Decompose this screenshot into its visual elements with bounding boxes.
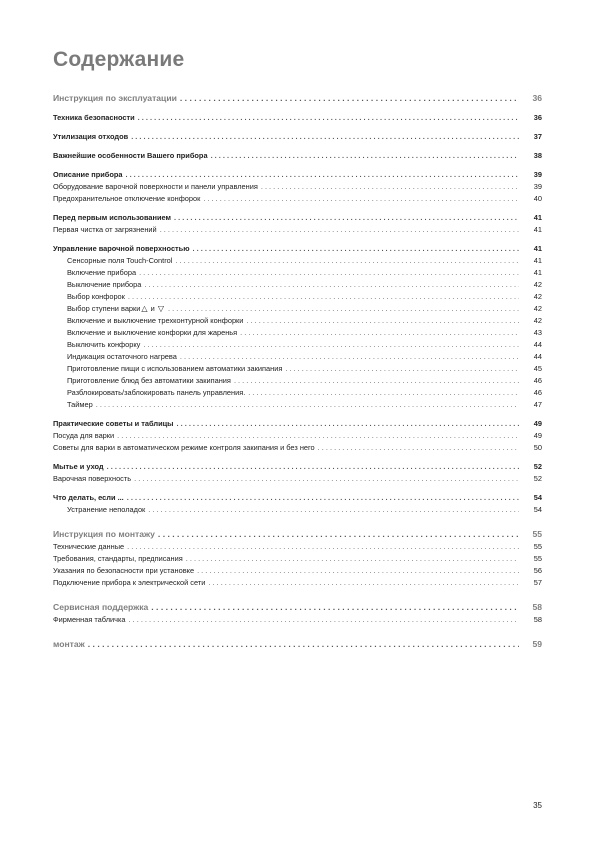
toc-entry[interactable] [53,430,542,442]
toc-entry-label [53,430,114,442]
toc-entry-label [53,224,157,236]
page-title: Содержание [53,48,185,71]
toc-entry[interactable] [53,418,542,430]
dot-leader [186,553,519,565]
toc-entry-text: Инструкция по эксплуатации [53,93,177,103]
toc-entry[interactable] [53,461,542,473]
dot-leader [318,442,519,454]
dot-leader [125,169,519,181]
toc-entry-label [53,291,125,303]
toc-page-number: 39 [533,170,542,179]
toc-entry-label [53,565,194,577]
dot-leader [131,131,519,143]
dot-leader [240,327,519,339]
toc-page-number: 52 [533,474,542,483]
toc-entry-label [53,387,245,399]
toc-section-entry[interactable] [53,600,542,614]
toc-entry-text: Первая чистка от загрязнений [53,225,157,234]
toc-entry-text: Предохранительное отключение конфорок [53,194,201,203]
toc-entry-label [53,339,140,351]
toc-page-number: 52 [533,462,542,471]
toc-entry-label [53,351,177,363]
toc-page-number: 38 [533,151,542,160]
dot-leader [175,255,519,267]
toc-page-number: 41 [533,268,542,277]
dot-leader [261,181,519,193]
toc-page-number: 59 [532,639,542,649]
toc-entry-label [53,112,135,124]
toc-entry[interactable] [53,614,542,626]
toc-entry-label [53,541,124,553]
toc-entry[interactable] [53,363,542,375]
toc-entry[interactable] [53,279,542,291]
toc-entry-text: Технические данные [53,542,125,551]
toc-page-number: 41 [533,244,542,253]
toc-entry-text: монтаж [53,639,85,649]
dot-leader [151,600,519,614]
toc-entry[interactable] [53,181,542,193]
toc-page-number: 57 [533,578,542,587]
toc-entry[interactable] [53,492,542,504]
toc-section-entry[interactable] [53,91,542,105]
toc-entry-label [53,637,85,651]
toc-entry-text: Варочная поверхность [53,474,132,483]
dot-leader [148,504,519,516]
toc-page-number: 36 [533,113,542,122]
toc-entry[interactable] [53,399,542,411]
toc-entry-text: Советы для варки в автоматическом режиме контроля закипания и без него [53,443,315,452]
toc-entry-label [53,243,190,255]
toc-entry[interactable] [53,473,542,485]
dot-leader [144,279,519,291]
toc-entry-text: Оборудование варочной поверхности и панели управления [53,182,258,191]
toc-entry-text: Выбор ступени варки [67,304,141,313]
toc-entry[interactable] [53,327,542,339]
toc-entry-text: Выбор конфорок [67,292,125,301]
toc-page-number: 43 [533,328,542,337]
toc-entry-label [53,600,148,614]
toc-entry-text: Таймер [67,400,93,409]
dot-leader [138,112,519,124]
toc-entry-text: Утилизация отходов [53,132,129,141]
toc-entry-text: Инструкция по монтажу [53,529,155,539]
toc-entry[interactable] [53,553,542,565]
toc-entry-label [53,181,258,193]
toc-entry[interactable] [53,339,542,351]
toc-entry[interactable] [53,577,542,589]
toc-entry-text: Практические советы и таблицы [53,419,174,428]
dot-leader [128,291,519,303]
toc-entry-text: Перед первым использованием [53,213,171,222]
dot-leader [117,430,519,442]
toc-entry[interactable] [53,267,542,279]
toc-page-number: 41 [533,256,542,265]
toc-entry-label [53,315,243,327]
toc-entry-label [53,363,282,375]
dot-leader [174,212,519,224]
dot-leader [211,150,519,162]
toc-entry-label [53,212,171,224]
toc-entry-text: Мытье и уход [53,462,104,471]
toc-entry-text: Устранение неполадок [67,505,146,514]
toc-entry[interactable] [53,291,542,303]
toc-entry-text: Включение и выключение конфорки для жаренья [67,328,238,337]
toc-entry-text: Выключить конфорку [67,340,141,349]
toc-page-number: 40 [533,194,542,203]
toc-entry-text-suffix: и [148,304,157,313]
toc-entry-label [53,442,315,454]
toc-entry-text: Разблокировать/заблокировать панель управления. [67,388,246,397]
toc-entry-label [53,255,172,267]
toc-entry[interactable] [53,212,542,224]
toc-entry[interactable] [53,315,542,327]
toc-page-number: 54 [533,493,542,502]
toc-page-number: 44 [533,340,542,349]
toc-entry[interactable] [53,193,542,205]
toc-entry-label [53,504,145,516]
toc-page-number: 46 [533,388,542,397]
dot-leader [158,527,519,541]
toc-entry-label [53,279,141,291]
toc-page-number: 58 [533,615,542,624]
dot-leader [285,363,519,375]
toc-entry-label [53,614,126,626]
toc-entry[interactable] [53,255,542,267]
toc-entry-text: Что делать, если ... [53,493,124,502]
toc-entry-label [53,150,208,162]
toc-entry[interactable] [53,303,542,315]
toc-entry-label [53,327,237,339]
toc-entry-text: Посуда для варки [53,431,115,440]
toc-page-number: 42 [533,292,542,301]
toc-entry-label [53,169,122,181]
toc-entry-label [53,399,93,411]
dot-leader [180,91,519,105]
toc-page-number: 58 [532,602,542,612]
toc-entry-label [53,577,205,589]
toc-entry[interactable] [53,224,542,236]
plus-triangle-icon: △ [141,304,148,313]
toc-entry[interactable] [53,387,542,399]
toc-entry-text: Управление варочной поверхностью [53,244,190,253]
dot-leader [180,351,519,363]
dot-leader [193,243,519,255]
page-number: 35 [533,801,542,810]
dot-leader [143,339,519,351]
dot-leader [96,399,519,411]
toc-entry-text: Включение прибора [67,268,137,277]
toc-section-entry[interactable] [53,527,542,541]
toc-entry-label [53,91,177,105]
dot-leader [129,614,520,626]
dot-leader [88,637,519,651]
toc-page-number: 44 [533,352,542,361]
toc-entry-label [53,492,124,504]
toc-page-number: 41 [533,213,542,222]
dot-leader [197,565,519,577]
table-of-contents [53,91,542,651]
toc-page-number: 49 [533,431,542,440]
dot-leader [127,541,519,553]
toc-page-number: 45 [533,364,542,373]
toc-page-number: 49 [533,419,542,428]
toc-entry[interactable] [53,112,542,124]
toc-page-number: 55 [532,529,542,539]
toc-page-number: 42 [533,280,542,289]
toc-entry-label [53,267,136,279]
dot-leader [139,267,519,279]
toc-entry[interactable] [53,243,542,255]
toc-page-number: 55 [533,542,542,551]
toc-page-number: 41 [533,225,542,234]
toc-entry-text: Подключение прибора к электрической сети [53,578,206,587]
toc-entry-label [53,375,231,387]
dot-leader [234,375,519,387]
dot-leader [246,315,519,327]
toc-entry-text: Указания по безопасности при установке [53,566,195,575]
dot-leader [203,193,519,205]
dot-leader [107,461,519,473]
toc-section-entry[interactable] [53,637,542,651]
toc-entry[interactable] [53,150,542,162]
toc-page-number: 42 [533,304,542,313]
toc-entry-label [53,303,165,315]
toc-entry[interactable] [53,131,542,143]
dot-leader [248,387,519,399]
toc-page-number: 56 [533,566,542,575]
toc-entry[interactable] [53,541,542,553]
toc-entry-text: Приготовление пищи с использованием автоматики закипания [67,364,283,373]
toc-entry-label [53,553,183,565]
toc-page-number: 50 [533,443,542,452]
toc-page-number: 54 [533,505,542,514]
toc-entry-label [53,473,131,485]
minus-triangle-icon: ▽ [157,304,164,313]
toc-entry-text: Включение и выключение трехконтурной конфорки [67,316,244,325]
toc-entry-text: Техника безопасности [53,113,135,122]
toc-entry-text: Сенсорные поля Touch-Control [67,256,173,265]
toc-page-number: 36 [532,93,542,103]
toc-entry[interactable] [53,442,542,454]
toc-entry[interactable] [53,504,542,516]
dot-leader [177,418,520,430]
toc-entry-text: Требования, стандарты, предписания [53,554,183,563]
toc-entry-label [53,527,155,541]
toc-entry-text: Сервисная поддержка [53,602,149,612]
toc-entry-text: Фирменная табличка [53,615,126,624]
toc-page-number: 39 [533,182,542,191]
toc-entry-text: Приготовление блюд без автоматики закипания [67,376,231,385]
toc-page-number: 47 [533,400,542,409]
toc-entry[interactable] [53,565,542,577]
toc-entry[interactable] [53,351,542,363]
toc-entry-text: Выключение прибора [67,280,142,289]
toc-entry-label [53,193,200,205]
toc-page-number: 55 [533,554,542,563]
toc-entry-text: Описание прибора [53,170,123,179]
toc-entry[interactable] [53,375,542,387]
toc-entry-label [53,418,174,430]
dot-leader [160,224,519,236]
toc-page-number: 46 [533,376,542,385]
toc-entry-text: Важнейшие особенности Вашего прибора [53,151,208,160]
dot-leader [127,492,519,504]
toc-entry-text: Индикация остаточного нагрева [67,352,177,361]
toc-entry[interactable] [53,169,542,181]
toc-entry-label [53,461,104,473]
toc-entry-label [53,131,128,143]
toc-page-number: 37 [533,132,542,141]
dot-leader [168,303,519,315]
dot-leader [134,473,519,485]
dot-leader [208,577,519,589]
toc-page-number: 42 [533,316,542,325]
